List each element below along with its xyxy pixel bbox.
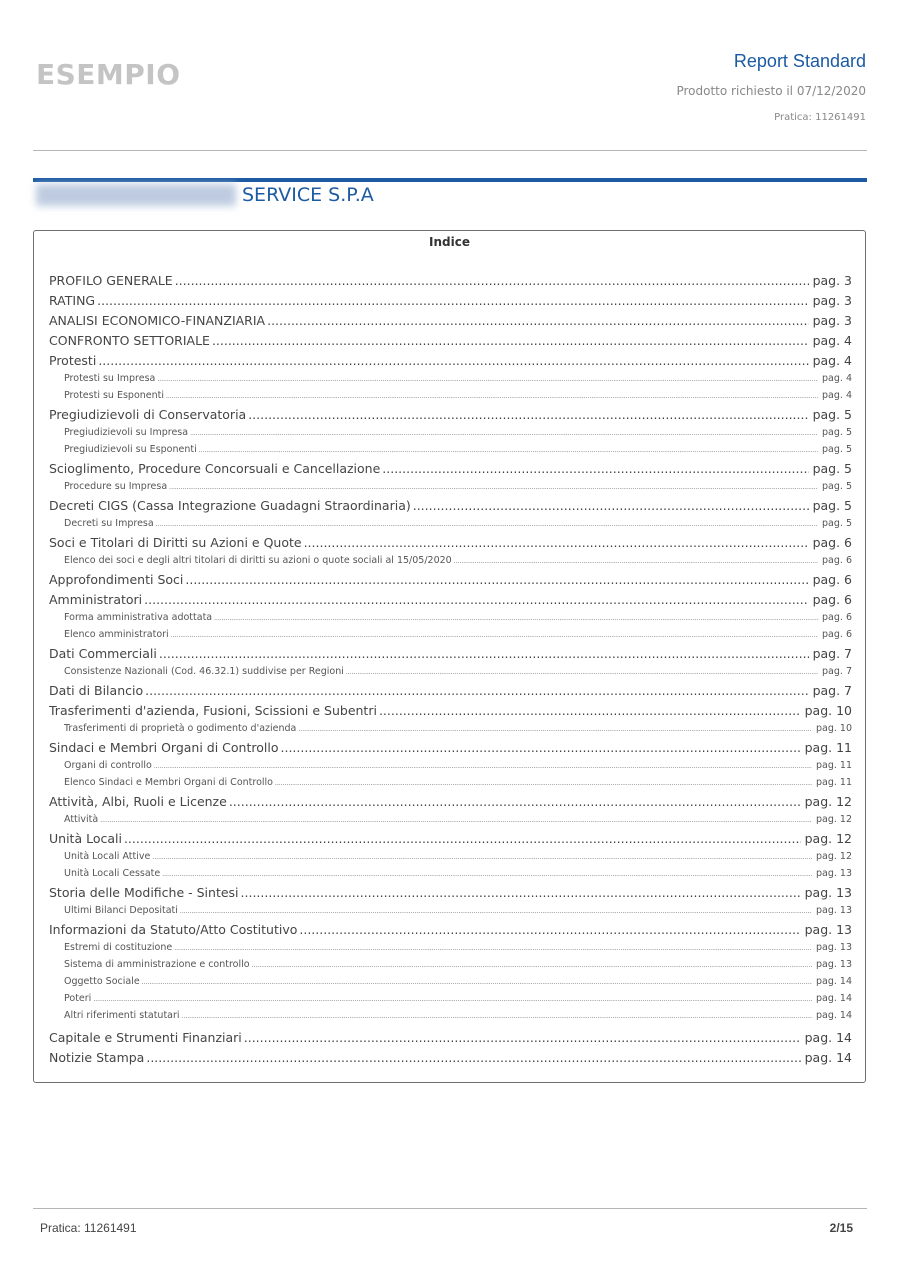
toc-label: Ultimi Bilanci Depositati [64,905,178,916]
company-accent-bar [33,178,867,182]
toc-entry-decreti-cigs[interactable] [49,498,852,513]
toc-label: Attività [64,814,99,825]
toc-entry-dati-commerciali[interactable] [49,646,852,661]
toc-subentry-elenco-amministratori[interactable] [49,629,852,640]
toc-label: ANALISI ECONOMICO-FINANZIARIA [49,313,266,328]
toc-label: Decreti su Impresa [64,518,154,529]
toc-label: Unità Locali Attive [64,851,151,862]
toc-entry-rating[interactable] [49,293,852,308]
toc-entry-dati-bilancio[interactable] [49,683,852,698]
toc-entry-storia-modifiche[interactable] [49,885,852,900]
toc-label: Trasferimenti d'azienda, Fusioni, Scissioni e Subentri [49,703,377,718]
toc-subentry-forma-amministrativa[interactable] [49,612,852,623]
toc-page: pag. 6 [812,592,852,607]
toc-subentry-decreti-impresa[interactable] [49,518,852,529]
toc-label: RATING [49,293,96,308]
toc-label: Protesti su Impresa [64,373,156,384]
toc-page: pag. 11 [804,740,852,755]
toc-page: pag. 11 [815,760,852,771]
toc-entry-analisi-economico[interactable] [49,313,852,328]
footer-pratica: Pratica: 11261491 [40,1221,137,1235]
toc-page: pag. 5 [812,498,852,513]
toc-page: pag. 13 [815,959,852,970]
toc-label: Protesti [49,353,97,368]
toc-label: Unità Locali Cessate [64,868,161,879]
toc-label: Capitale e Strumenti Finanziari [49,1030,242,1045]
toc-page: pag. 12 [804,794,852,809]
toc-subentry-unita-attive[interactable] [49,851,852,862]
toc-label: Storia delle Modifiche - Sintesi [49,885,239,900]
toc-entry-approfondimenti-soci[interactable] [49,572,852,587]
toc-label: Pregiudizievoli di Conservatoria [49,407,247,422]
report-title: Report Standard [733,51,866,71]
toc-label: Organi di controllo [64,760,152,771]
toc-page: pag. 7 [812,683,852,698]
toc-subentry-protesti-impresa[interactable] [49,373,852,384]
toc-subentry-altri-riferimenti[interactable] [49,1010,852,1021]
toc-label: Oggetto Sociale [64,976,140,987]
toc-page: pag. 12 [804,831,852,846]
toc-entry-notizie-stampa[interactable] [49,1050,852,1065]
toc-label: Forma amministrativa adottata [64,612,213,623]
toc-subentry-trasferimenti-proprieta[interactable] [49,723,852,734]
toc-label: Protesti su Esponenti [64,390,165,401]
toc-page: pag. 10 [804,703,852,718]
toc-label: PROFILO GENERALE [49,273,173,288]
toc-subentry-pregiudizievoli-impresa[interactable] [49,427,852,438]
toc-page: pag. 13 [815,942,852,953]
toc-label: Pregiudizievoli su Impresa [64,427,189,438]
toc-subentry-unita-cessate[interactable] [49,868,852,879]
toc-label: Soci e Titolari di Diritti su Azioni e Quote [49,535,302,550]
esempio-watermark: ESEMPIO [36,58,181,91]
toc-page: pag. 5 [822,481,852,492]
toc-page: pag. 7 [812,646,852,661]
toc-entry-sindaci[interactable] [49,740,852,755]
toc-label: Poteri [64,993,92,1004]
toc-page: pag. 6 [822,629,852,640]
toc-page: pag. 13 [804,885,852,900]
pratica-number: Pratica: 11261491 [774,112,866,123]
index-title: Indice [429,235,470,249]
toc-page: pag. 5 [812,461,852,476]
toc-label: Informazioni da Statuto/Atto Costitutivo [49,922,298,937]
toc-page: pag. 5 [822,518,852,529]
company-name [36,184,374,206]
toc-label: Sindaci e Membri Organi di Controllo [49,740,279,755]
toc-page: pag. 4 [812,353,852,368]
toc-page: pag. 14 [815,1010,852,1021]
toc-page: pag. 3 [812,273,852,288]
toc-subentry-oggetto-sociale[interactable] [49,976,852,987]
toc-entry-attivita-albi[interactable] [49,794,852,809]
footer-divider [33,1208,867,1209]
requested-date: Prodotto richiesto il 07/12/2020 [676,84,866,98]
toc-page: pag. 13 [815,868,852,879]
toc-page: pag. 4 [812,333,852,348]
toc-entry-profilo-generale[interactable] [49,273,852,288]
toc-page: pag. 3 [812,293,852,308]
toc-label: Amministratori [49,592,143,607]
toc-label: Trasferimenti di proprietà o godimento d'azienda [64,723,297,734]
toc-entry-pregiudizievoli[interactable] [49,407,852,422]
toc-label: Procedure su Impresa [64,481,168,492]
toc-label: Elenco amministratori [64,629,169,640]
toc-subentry-poteri[interactable] [49,993,852,1004]
toc-label: Approfondimenti Soci [49,572,184,587]
toc-subentry-estremi-costituzione[interactable] [49,942,852,953]
toc-entry-confronto-settoriale[interactable] [49,333,852,348]
toc-page: pag. 13 [815,905,852,916]
toc-page: pag. 6 [822,555,852,566]
toc-label: Dati di Bilancio [49,683,144,698]
toc-label: Altri riferimenti statutari [64,1010,180,1021]
toc-entry-unita-locali[interactable] [49,831,852,846]
toc-page: pag. 4 [822,390,852,401]
toc-entry-scioglimento[interactable] [49,461,852,476]
toc-label: CONFRONTO SETTORIALE [49,333,210,348]
toc-label: Sistema di amministrazione e controllo [64,959,250,970]
toc-label: Decreti CIGS (Cassa Integrazione Guadagni Straordinaria) [49,498,411,513]
toc-entry-trasferimenti[interactable] [49,703,852,718]
toc-subentry-organi-controllo[interactable] [49,760,852,771]
redacted-name-block [36,184,236,206]
header-divider [33,150,867,151]
toc-page: pag. 14 [804,1050,852,1065]
toc-label: Estremi di costituzione [64,942,173,953]
footer-page-number: 2/15 [829,1221,853,1235]
toc-label: Attività, Albi, Ruoli e Licenze [49,794,227,809]
toc-subentry-procedure-impresa[interactable] [49,481,852,492]
index-box [33,230,866,1083]
report-header [676,50,866,123]
toc-page: pag. 14 [804,1030,852,1045]
toc-entry-amministratori[interactable] [49,592,852,607]
toc-page: pag. 13 [804,922,852,937]
toc-label: Elenco dei soci e degli altri titolari di diritti su azioni o quote sociali al 15/05/2020 [64,555,452,566]
toc-page: pag. 6 [822,612,852,623]
toc-entry-informazioni-statuto[interactable] [49,922,852,937]
toc-label: Dati Commerciali [49,646,157,661]
toc-page: pag. 12 [815,851,852,862]
toc-subentry-elenco-sindaci[interactable] [49,777,852,788]
toc-page: pag. 6 [812,572,852,587]
toc-page: pag. 7 [822,666,852,677]
toc-page: pag. 5 [822,427,852,438]
toc-label: Unità Locali [49,831,122,846]
toc-page: pag. 10 [815,723,852,734]
company-name-text: SERVICE S.P.A [242,184,374,206]
toc-subentry-ultimi-bilanci[interactable] [49,905,852,916]
toc-page: pag. 5 [822,444,852,455]
toc-entry-protesti[interactable] [49,353,852,368]
toc-page: pag. 5 [812,407,852,422]
toc-label: Consistenze Nazionali (Cod. 46.32.1) suddivise per Regioni [64,666,344,677]
toc-label: Elenco Sindaci e Membri Organi di Controllo [64,777,273,788]
toc-label: Pregiudizievoli su Esponenti [64,444,197,455]
toc-page: pag. 3 [812,313,852,328]
toc-page: pag. 14 [815,976,852,987]
toc-subentry-pregiudizievoli-esponenti[interactable] [49,444,852,455]
toc-label: Notizie Stampa [49,1050,145,1065]
toc-label: Scioglimento, Procedure Concorsuali e Cancellazione [49,461,381,476]
toc-subentry-attivita[interactable] [49,814,852,825]
toc-entry-soci-titolari[interactable] [49,535,852,550]
toc-subentry-consistenze-nazionali[interactable] [49,666,852,677]
toc-subentry-sistema-amministrazione[interactable] [49,959,852,970]
toc-page: pag. 4 [822,373,852,384]
toc-entry-capitale[interactable] [49,1030,852,1045]
toc-subentry-elenco-soci[interactable] [49,555,852,566]
toc-page: pag. 6 [812,535,852,550]
toc-page: pag. 11 [815,777,852,788]
toc-page: pag. 14 [815,993,852,1004]
toc-page: pag. 12 [815,814,852,825]
toc-subentry-protesti-esponenti[interactable] [49,390,852,401]
